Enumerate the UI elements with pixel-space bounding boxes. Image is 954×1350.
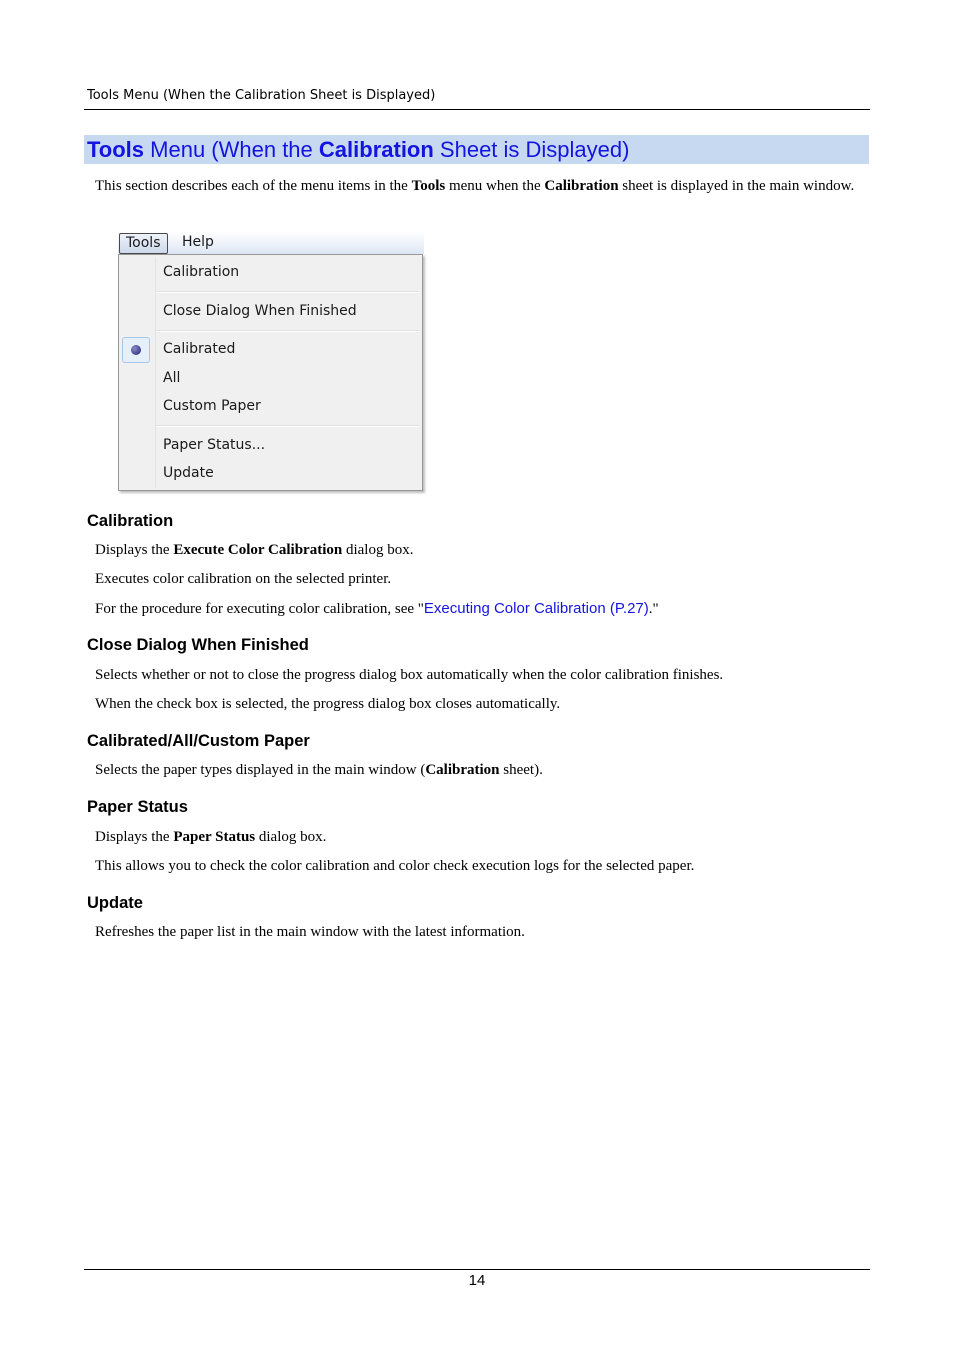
heading-close-dialog: Close Dialog When Finished: [87, 636, 309, 654]
heading-update: Update: [87, 894, 143, 912]
title-part-tools: Tools: [87, 137, 145, 162]
tools-menu-screenshot: [118, 232, 424, 491]
paper-status-p1: Displays the Paper Status dialog box.: [95, 829, 327, 845]
menu-separator: [156, 330, 419, 332]
menu-item-calibrated[interactable]: Calibrated: [163, 341, 236, 357]
menu-bar-tools[interactable]: Tools: [119, 233, 168, 254]
footer-rule: [84, 1269, 870, 1270]
calibration-p3: For the procedure for executing color calibration, see "Executing Color Calibration (P.27).": [95, 600, 659, 617]
paper-status-p2: This allows you to check the color calibration and color check execution logs for the selected paper.: [95, 858, 695, 874]
running-header: Tools Menu (When the Calibration Sheet is Displayed): [87, 88, 436, 103]
menu-bar: [118, 232, 424, 254]
page-title: [87, 135, 629, 164]
update-p1: Refreshes the paper list in the main window with the latest information.: [95, 924, 525, 940]
calibration-p2: Executes color calibration on the selected printer.: [95, 571, 392, 587]
radio-indicator: [122, 337, 150, 363]
page-number: 14: [468, 1272, 486, 1289]
menu-separator: [156, 291, 419, 293]
menu-item-calibration[interactable]: Calibration: [163, 264, 240, 280]
calibration-p1: Displays the Execute Color Calibration dialog box.: [95, 542, 414, 558]
title-part-menu: Menu (When the: [144, 137, 319, 162]
menu-bar-help[interactable]: Help: [182, 234, 214, 250]
menu-item-update[interactable]: Update: [163, 465, 214, 481]
heading-paper-status: Paper Status: [87, 798, 188, 816]
calibrated-p1: Selects the paper types displayed in the main window (Calibration sheet).: [95, 762, 543, 778]
title-part-sheet: Sheet is Displayed): [433, 137, 630, 162]
menu-item-close-dialog[interactable]: Close Dialog When Finished: [163, 303, 357, 319]
menu-item-all[interactable]: All: [163, 370, 181, 386]
tools-dropdown: [118, 254, 423, 491]
header-rule: [84, 109, 870, 110]
link-executing-color-calibration[interactable]: Executing Color Calibration (P.27): [423, 600, 649, 617]
menu-separator: [156, 425, 419, 427]
heading-calibration: Calibration: [87, 512, 174, 530]
radio-dot-icon: [131, 345, 141, 355]
heading-calibrated-all-custom: Calibrated/All/Custom Paper: [87, 732, 310, 750]
close-dialog-p1: Selects whether or not to close the progress dialog box automatically when the color calibration finishes.: [95, 667, 724, 683]
menu-item-custom-paper[interactable]: Custom Paper: [163, 398, 261, 414]
intro-paragraph: This section describes each of the menu items in the Tools menu when the Calibration sheet is displayed in the main window.: [95, 178, 855, 194]
title-part-calibration: Calibration: [318, 137, 434, 162]
menu-item-paper-status[interactable]: Paper Status...: [163, 437, 266, 453]
close-dialog-p2: When the check box is selected, the progress dialog box closes automatically.: [95, 696, 561, 712]
